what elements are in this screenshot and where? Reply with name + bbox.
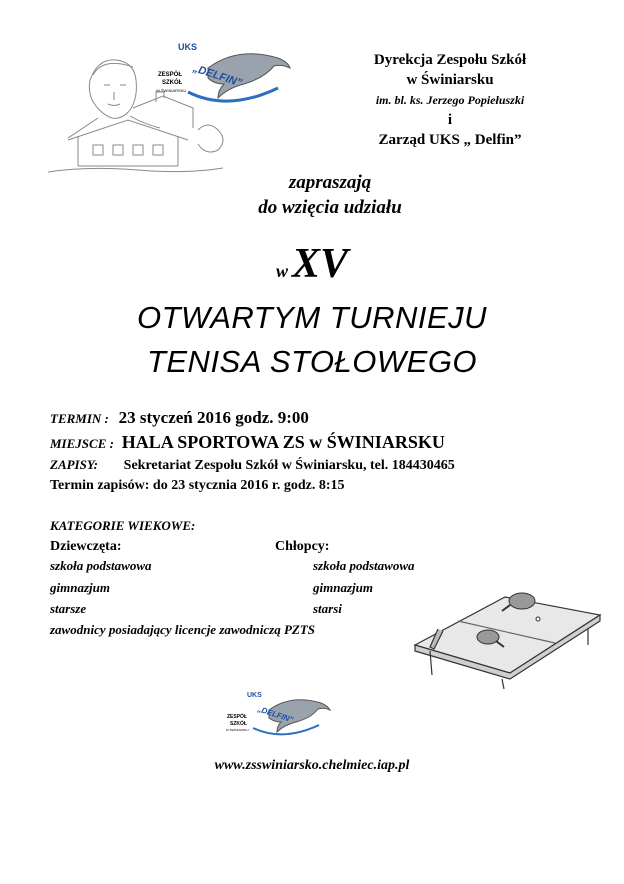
building-outline <box>68 120 188 166</box>
organizer-line-1: Dyrekcja Zespołu Szkół <box>373 52 527 68</box>
girls-category-1: szkoła podstawowa <box>50 558 152 573</box>
delfin-logo-bottom <box>225 690 335 740</box>
edition-heading <box>0 240 624 288</box>
invite-line-1: zapraszają <box>288 172 372 193</box>
organizer-line-2: w Świniarsku <box>406 72 494 88</box>
logo-bottom-school2: SZKÓŁ <box>230 721 247 727</box>
boys-title: Chłopcy: <box>275 539 330 554</box>
categories-heading: KATEGORIE WIEKOWE: <box>50 518 196 533</box>
organizer-line-5: Zarząd UKS „ Delfin” <box>378 132 522 148</box>
zapisy-value: Sekretariat Zespołu Szkół w Świniarsku, tel. 184430465 <box>123 458 455 473</box>
zapisy-row <box>50 457 455 474</box>
ball-icon <box>536 617 540 621</box>
building-windows <box>93 145 163 155</box>
termin-label: TERMIN : <box>50 411 109 426</box>
logo-bottom-school1: ZESPÓŁ <box>227 714 248 720</box>
logo-delfin: „DELFIN” <box>191 62 244 90</box>
license-note: zawodnicy posiadający licencje zawodniczą PZTS <box>50 622 316 637</box>
miejsce-row <box>50 432 445 453</box>
deadline-text: Termin zapisów: do 23 stycznia 2016 r. godz. 8:15 <box>50 478 345 493</box>
boys-category-2: gimnazjum <box>313 580 373 595</box>
portrait-features <box>104 85 126 106</box>
logo-school1: ZESPÓŁ <box>158 72 183 78</box>
ground-line <box>48 168 223 172</box>
title-w: w <box>275 261 288 281</box>
logo-school2: SZKÓŁ <box>162 80 183 86</box>
delfin-logo-top <box>148 40 298 110</box>
logo-bottom-delfin: „DELFIN” <box>256 704 295 725</box>
boys-category-3: starsi <box>313 601 342 616</box>
miejsce-value: HALA SPORTOWA ZS w ŚWINIARSKU <box>121 432 445 452</box>
organizer-line-3: im. bl. ks. Jerzego Popiełuszki <box>375 93 525 107</box>
miejsce-label: MIEJSCE : <box>50 436 114 451</box>
logo-school3: W ŚWINIARSKU <box>156 88 187 93</box>
girls-category-3: starsze <box>50 601 87 616</box>
title-line-1: OTWARTYM TURNIEJU <box>136 300 488 335</box>
logo-bottom-uks: UKS <box>247 692 262 699</box>
termin-row <box>50 408 309 428</box>
girls-category-2: gimnazjum <box>50 580 110 595</box>
invitation-text <box>200 170 460 220</box>
logo-bottom-school3: W ŚWINIARSKU <box>226 728 249 732</box>
organizers-block <box>330 50 570 150</box>
boys-category-1: szkoła podstawowa <box>313 558 415 573</box>
logo-uks: UKS <box>178 42 198 52</box>
invite-line-2: do wzięcia udziału <box>258 197 402 218</box>
table-tennis-illustration <box>410 585 605 695</box>
title-xv: XV <box>291 241 349 287</box>
girls-title: Dziewczęta: <box>50 539 122 554</box>
organizer-line-4: i <box>447 112 453 128</box>
portrait-face <box>89 60 136 119</box>
website-link[interactable]: www.zsswiniarsko.chelmiec.iap.pl <box>214 758 410 773</box>
title-line-2: TENISA STOŁOWEGO <box>146 344 478 379</box>
zapisy-label: ZAPISY: <box>50 457 98 472</box>
tree <box>198 125 223 152</box>
portrait-shoulders <box>68 116 160 138</box>
paddle-icon <box>509 593 535 609</box>
termin-value: 23 styczeń 2016 godz. 9:00 <box>118 408 309 427</box>
